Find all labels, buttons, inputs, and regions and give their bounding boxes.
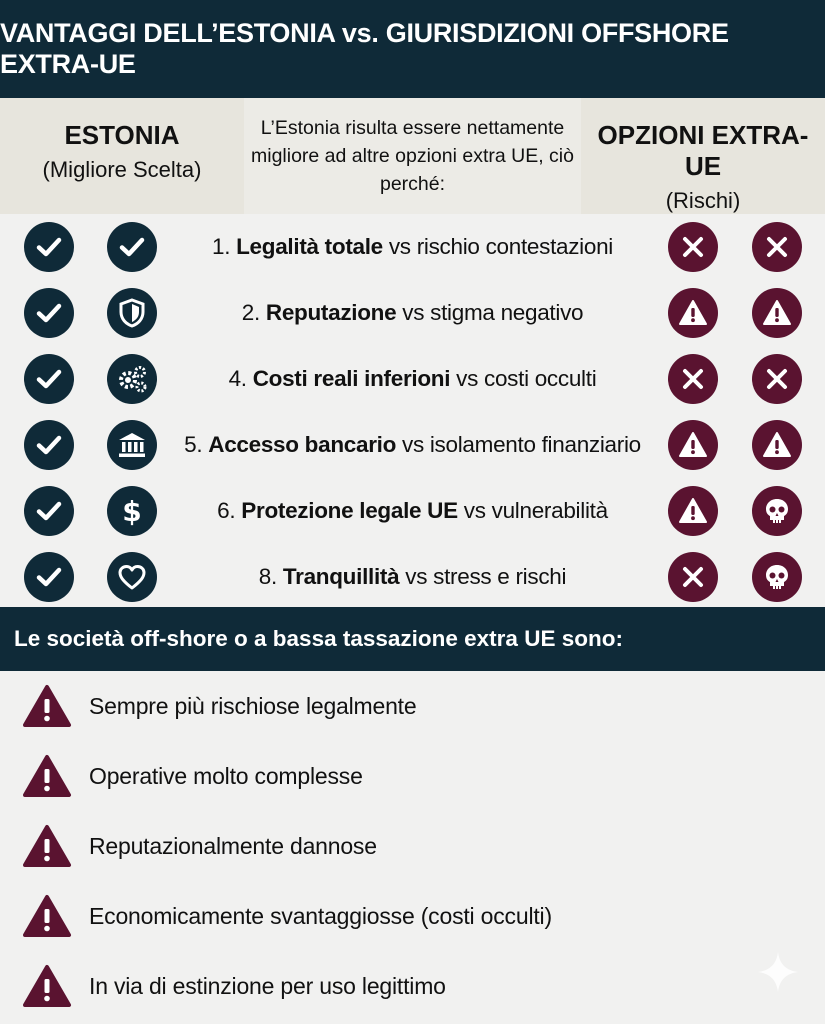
warning-text: Reputazionalmente dannose	[89, 832, 377, 859]
extra-ue-header-title: OPZIONI EXTRA-UE	[597, 120, 809, 181]
row-bold-text: Reputazione	[265, 300, 397, 325]
row-label	[160, 280, 665, 346]
row-rest-text: vs costi occulti	[456, 366, 597, 391]
x-icon	[752, 354, 802, 404]
skull-icon	[752, 486, 802, 536]
check-icon	[24, 420, 74, 470]
warning-icon	[668, 486, 718, 536]
page-title: VANTAGGI DELL’ESTONIA vs. GIURISDIZIONI OFFSHORE EXTRA-UE	[0, 0, 825, 98]
check-icon	[107, 222, 157, 272]
sparkle-icon	[756, 950, 800, 994]
row-number: 5.	[184, 432, 203, 457]
row-label	[160, 544, 665, 610]
row-bold-text: Tranquillità	[282, 564, 400, 589]
warning-list-item	[0, 951, 825, 1021]
x-icon	[668, 552, 718, 602]
warning-text: Operative molto complesse	[89, 762, 363, 789]
row-number: 1.	[211, 234, 231, 259]
warning-text: Economicamente svantaggiosse (costi occulti)	[89, 902, 552, 929]
comparison-header	[0, 98, 825, 214]
estonia-header-subtitle: (Migliore Scelta)	[42, 157, 202, 182]
warning-icon	[22, 754, 72, 798]
row-bold-text: Costi reali inferioni	[252, 366, 451, 391]
warning-list-item	[0, 811, 825, 881]
offshore-summary-title: Le società off-shore o a bassa tassazione extra UE sono:	[0, 607, 825, 671]
heart-icon	[107, 552, 157, 602]
row-rest-text: vs isolamento finanziario	[402, 432, 641, 457]
row-label	[160, 478, 665, 544]
bank-icon	[107, 420, 157, 470]
warning-list-item	[0, 741, 825, 811]
check-icon	[24, 288, 74, 338]
warning-icon	[668, 288, 718, 338]
row-rest-text: vs rischio contestazioni	[388, 234, 614, 259]
row-label	[160, 346, 665, 412]
comparison-row	[0, 544, 825, 610]
comparison-row	[0, 346, 825, 412]
estonia-header	[0, 98, 244, 214]
row-label	[160, 412, 665, 478]
warning-icon	[22, 964, 72, 1008]
row-number: 2.	[241, 300, 260, 325]
comparison-row	[0, 478, 825, 544]
row-bold-text: Accesso bancario	[208, 432, 397, 457]
skull-icon	[752, 552, 802, 602]
gears-icon	[107, 354, 157, 404]
row-bold-text: Legalità totale	[236, 234, 383, 259]
row-label	[160, 214, 665, 280]
extra-ue-header-subtitle: (Rischi)	[665, 188, 741, 213]
shield-icon	[107, 288, 157, 338]
svg-text:$: $	[122, 495, 142, 527]
x-icon	[752, 222, 802, 272]
check-icon	[24, 354, 74, 404]
warning-icon	[752, 420, 802, 470]
row-rest-text: vs vulnerabilità	[463, 498, 608, 523]
x-icon	[668, 222, 718, 272]
warning-icon	[752, 288, 802, 338]
warning-text: In via di estinzione per uso legittimo	[89, 972, 446, 999]
row-number: 4.	[228, 366, 247, 391]
intro-text: L’Estonia risulta essere nettamente migliore ad altre opzioni extra UE, ciò perché:	[251, 117, 574, 195]
comparison-row	[0, 412, 825, 478]
x-icon	[668, 354, 718, 404]
warning-icon	[22, 684, 72, 728]
estonia-header-title: ESTONIA	[64, 120, 180, 150]
warning-icon	[668, 420, 718, 470]
row-number: 6.	[217, 498, 236, 523]
row-number: 8.	[258, 564, 277, 589]
warning-icon	[22, 894, 72, 938]
dollar-icon	[107, 486, 157, 536]
extra-ue-header	[581, 98, 825, 214]
comparison-row	[0, 214, 825, 280]
warning-list-item	[0, 881, 825, 951]
row-rest-text: vs stress e rischi	[405, 564, 567, 589]
check-icon	[24, 486, 74, 536]
warning-list-item	[0, 671, 825, 741]
row-rest-text: vs stigma negativo	[402, 300, 584, 325]
check-icon	[24, 552, 74, 602]
warning-icon	[22, 824, 72, 868]
comparison-row	[0, 280, 825, 346]
warning-text: Sempre più rischiose legalmente	[89, 692, 417, 719]
row-bold-text: Protezione legale UE	[241, 498, 458, 523]
check-icon	[24, 222, 74, 272]
